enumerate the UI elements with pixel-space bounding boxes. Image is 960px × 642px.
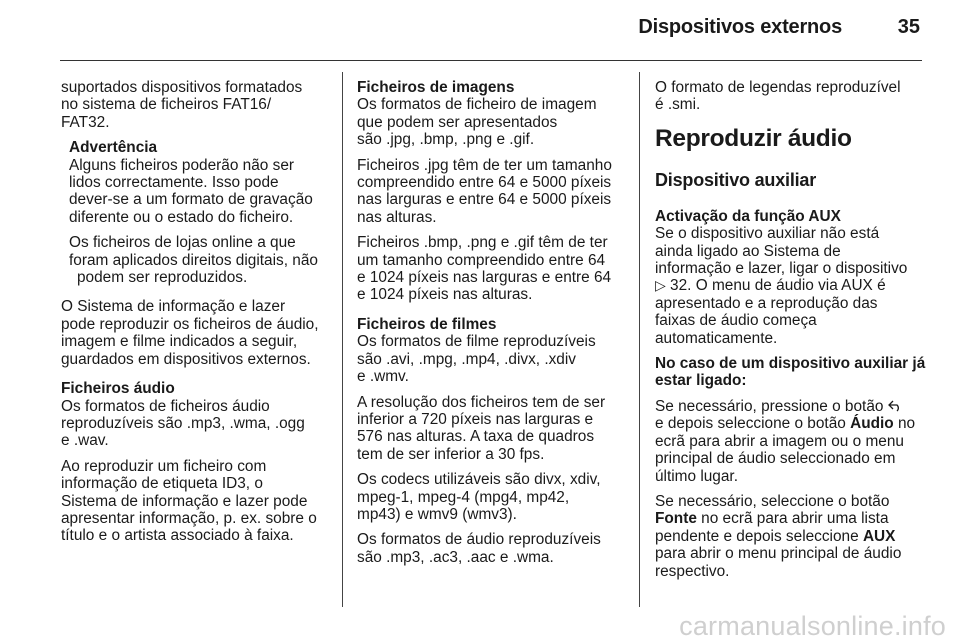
aux-connected-heading xyxy=(655,355,927,390)
text-line: que podem ser apresentados xyxy=(357,113,558,131)
text-line: Os formatos de ficheiro de imagem xyxy=(357,96,597,114)
text-line: são .avi, .mpg, .mp4, .divx, .xdiv xyxy=(357,350,576,368)
text-line: Se necessário, seleccione o botão xyxy=(655,492,890,510)
text-line: guardados em dispositivos externos. xyxy=(61,350,311,368)
text-line: reproduzíveis são .mp3, .wma, .ogg xyxy=(61,414,305,432)
paragraph xyxy=(655,493,927,580)
paragraph xyxy=(357,96,635,148)
text-line: são .jpg, .bmp, .png e .gif. xyxy=(357,131,535,149)
text-line: mp43) e wmv9 (wmv3). xyxy=(357,505,517,523)
text-line: estar ligado: xyxy=(655,372,747,390)
subsection-heading: Dispositivo auxiliar xyxy=(655,169,817,190)
paragraph xyxy=(357,471,635,523)
audio-button-label: Áudio xyxy=(850,415,894,433)
paragraph xyxy=(655,398,927,485)
text-line: Alguns ficheiros poderão não ser xyxy=(69,156,295,174)
page-reference-arrow-icon: ▷ xyxy=(655,277,666,294)
text-line: informação e lazer, ligar o dispositivo xyxy=(655,260,908,278)
header-rule xyxy=(60,60,922,61)
text-line: e 1024 píxeis nas alturas. xyxy=(357,286,533,304)
paragraph xyxy=(655,225,927,347)
text-line: no ecrã para abrir uma lista xyxy=(696,510,889,528)
text-line: Os formatos de ficheiros áudio xyxy=(61,397,270,415)
text-line: Os ficheiros de lojas online a que xyxy=(69,234,296,252)
text-line: Os formatos de filme reproduzíveis xyxy=(357,333,596,351)
text-line: título e o artista associado à faixa. xyxy=(61,527,294,545)
warning-title: Advertência xyxy=(69,139,158,157)
paragraph xyxy=(61,398,336,450)
text-line: e depois seleccione o botão xyxy=(655,415,851,433)
text-line: automaticamente. xyxy=(655,329,778,347)
text-line: dever-se a um formato de gravação xyxy=(69,191,313,209)
text-line: podem ser reproduzidos. xyxy=(77,269,248,287)
text-line: diferente ou o estado do ficheiro. xyxy=(69,208,294,226)
text-line: ainda ligado ao Sistema de xyxy=(655,242,841,260)
text-line: e 1024 píxeis nas larguras e entre 64 xyxy=(357,269,612,287)
text-line: último lugar. xyxy=(655,467,738,485)
warning-box xyxy=(61,139,336,286)
warning-paragraph xyxy=(69,157,336,227)
column-divider-1 xyxy=(342,72,343,607)
text-line: pode reproduzir os ficheiros de áudio, xyxy=(61,315,319,333)
paragraph xyxy=(655,79,927,114)
text-line: nas alturas. xyxy=(357,208,437,226)
text-line: A resolução dos ficheiros tem de ser xyxy=(357,393,606,411)
text-line: suportados dispositivos formatados xyxy=(61,79,303,96)
paragraph xyxy=(61,458,336,545)
page-number: 35 xyxy=(897,16,920,38)
text-line: pendente e depois seleccione xyxy=(655,527,863,545)
text-line: é .smi. xyxy=(655,96,701,114)
text-line: ecrã para abrir a imagem ou o menu xyxy=(655,432,904,450)
text-line: 576 nas alturas. A taxa de quadros xyxy=(357,428,595,446)
column-2 xyxy=(357,79,635,574)
paragraph xyxy=(357,394,635,464)
text-line: Sistema de informação e lazer pode xyxy=(61,492,308,510)
back-arrow-icon xyxy=(888,398,902,415)
header-title: Dispositivos externos xyxy=(638,16,842,38)
text-line: foram aplicados direitos digitais, não xyxy=(69,251,318,269)
text-line: apresentar informação, p. ex. sobre o xyxy=(61,509,317,527)
text-line: respectivo. xyxy=(655,562,730,580)
text-line: Ficheiros .bmp, .png e .gif têm de ter xyxy=(357,234,608,252)
text-line: O formato de legendas reproduzível xyxy=(655,79,901,96)
text-line: apresentado e a reprodução das xyxy=(655,294,878,312)
section-heading: Reproduzir áudio xyxy=(655,124,852,152)
aux-activation-heading: Activação da função AUX xyxy=(655,207,841,225)
column-1 xyxy=(61,79,336,553)
text-line: e .wmv. xyxy=(357,368,409,386)
text-line: para abrir o menu principal de áudio xyxy=(655,545,902,563)
text-line: No caso de um dispositivo auxiliar já xyxy=(655,355,926,373)
column-divider-2 xyxy=(639,72,640,607)
audio-files-heading: Ficheiros áudio xyxy=(61,380,175,398)
text-line: 32. O menu de áudio via AUX é xyxy=(665,277,886,295)
aux-button-label: AUX xyxy=(862,527,896,545)
movie-files-heading: Ficheiros de filmes xyxy=(357,315,497,333)
paragraph xyxy=(61,79,336,131)
text-line: faixas de áudio começa xyxy=(655,312,817,330)
image-files-heading: Ficheiros de imagens xyxy=(357,79,515,96)
text-line: imagem e filme indicados a seguir, xyxy=(61,333,298,351)
text-line: Ficheiros .jpg têm de ter um tamanho xyxy=(357,156,612,174)
text-line: no xyxy=(893,415,916,433)
text-line: nas larguras e entre 64 e 5000 píxeis xyxy=(357,191,612,209)
text-line: e .wav. xyxy=(61,432,109,450)
text-line: Se necessário, pressione o botão xyxy=(655,397,884,415)
text-line: inferior a 720 píxeis nas larguras e xyxy=(357,410,594,428)
paragraph xyxy=(357,531,635,566)
text-line: Os formatos de áudio reproduzíveis xyxy=(357,531,601,549)
source-button-label: Fonte xyxy=(655,510,697,528)
text-line: principal de áudio seleccionado em xyxy=(655,450,896,468)
text-line: no sistema de ficheiros FAT16/ xyxy=(61,96,272,114)
paragraph xyxy=(357,234,635,304)
text-line: lidos correctamente. Isso pode xyxy=(69,174,279,192)
text-line: mpeg-1, mpeg-4 (mpg4, mp42, xyxy=(357,488,570,506)
text-line: compreendido entre 64 e 5000 píxeis xyxy=(357,174,612,192)
column-3 xyxy=(655,79,927,588)
paragraph xyxy=(357,333,635,385)
text-line: informação de etiqueta ID3, o xyxy=(61,475,263,493)
text-line: um tamanho compreendido entre 64 xyxy=(357,251,606,269)
paragraph xyxy=(357,157,635,227)
text-line: O Sistema de informação e lazer xyxy=(61,298,286,316)
warning-paragraph xyxy=(69,234,336,286)
text-line: são .mp3, .ac3, .aac e .wma. xyxy=(357,548,554,566)
text-line: Se o dispositivo auxiliar não está xyxy=(655,225,880,243)
watermark: carmanualsonline.info xyxy=(679,611,946,641)
text-line: FAT32. xyxy=(61,113,110,131)
paragraph xyxy=(61,298,336,368)
text-line: Os codecs utilizáveis são divx, xdiv, xyxy=(357,471,601,489)
text-line: tem de ser inferior a 30 fps. xyxy=(357,445,545,463)
text-line: Ao reproduzir um ficheiro com xyxy=(61,457,267,475)
